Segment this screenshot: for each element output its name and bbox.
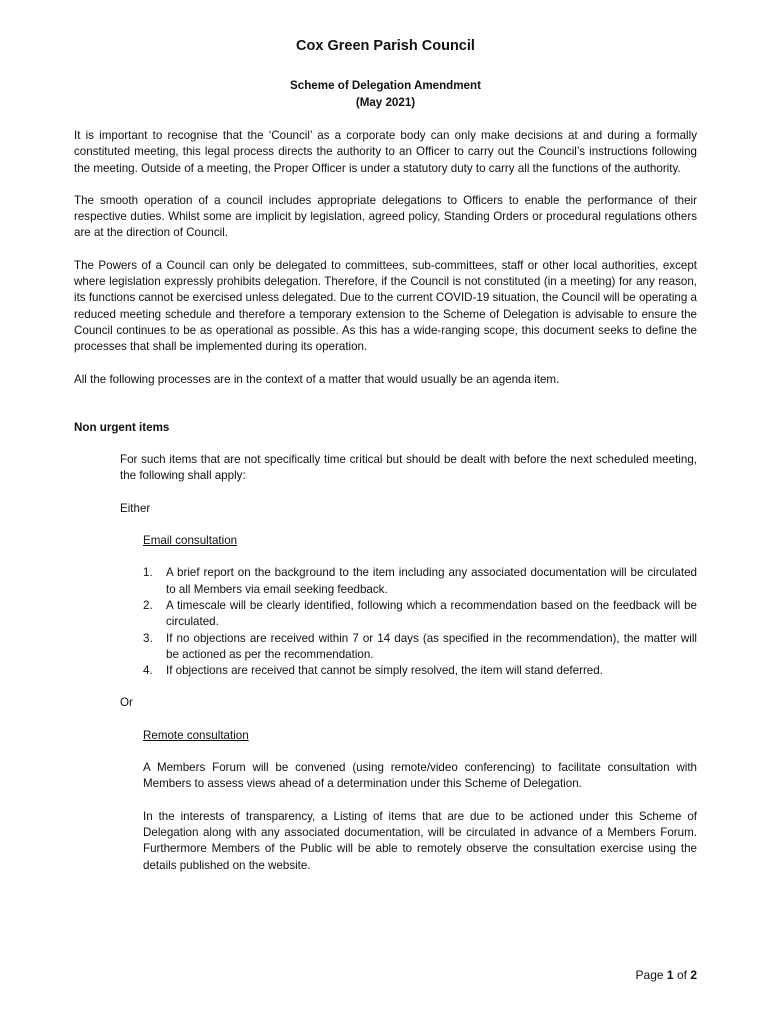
paragraph-powers: The Powers of a Council can only be delegated to committees, sub-committees, staff or other local authorities, except where legislation expressly prohibits delegation. Therefore, if the Council is not constituted (in a meeting) for any reason, its functions cannot be exercised unless delegated. Due to the current COVID-19 situation, the Council will be operating a reduced meeting schedule and therefore a temporary extension to the Scheme of Delegation is advisable to ensure the Council continues to be as operational as possible. As this has a wide-ranging scope, this document seeks to define the processes that shall be implemented during its operation. [74, 258, 697, 354]
remote-consultation-heading: Remote consultation [143, 728, 249, 742]
list-item [143, 565, 697, 598]
list-item [143, 631, 697, 664]
either-label: Either [120, 501, 151, 515]
of-word: of [676, 968, 687, 982]
remote-consultation-paragraph-1: A Members Forum will be convened (using remote/video conferencing) to facilitate consultation with Members to assess views ahead of a determination under this Scheme of Delegation. [143, 761, 697, 791]
list-item-text: If objections are received that cannot be simply resolved, the item will stand deferred. [166, 664, 603, 678]
non-urgent-intro: For such items that are not specifically time critical but should be dealt with before the next scheduled meeting, the following shall apply: [120, 453, 697, 483]
list-item-text: A timescale will be clearly identified, following which a recommendation based on the feedback will be circulated. [166, 598, 697, 629]
document-page [74, 36, 697, 890]
email-consultation-list [143, 565, 697, 679]
current-page-number: 1 [666, 968, 674, 982]
list-item-text: If no objections are received within 7 or 14 days (as specified in the recommendation), the matter will be actioned as per the recommendation. [166, 631, 697, 661]
list-item [143, 598, 697, 631]
list-item-number: 3. [143, 631, 153, 645]
or-label: Or [120, 696, 133, 710]
paragraph-intro: It is important to recognise that the ‘Council’ as a corporate body can only make decisions at and during a formally constituted meeting, this legal process directs the authority to an Officer to carry out the Council’s instructions following the meeting. Outside of a meeting, the Proper Officer is under a statutory duty to carry all the functions of the authority. [74, 129, 697, 175]
list-item-text: A brief report on the background to the item including any associated documentation will be circulated to all Members via email seeking feedback. [166, 566, 697, 596]
remote-consultation-paragraph-2: In the interests of transparency, a Listing of items that are due to be actioned under this Scheme of Delegation along with any associated documentation, will be circulated in advance of a Members Forum. Furthermore Members of the Public will be able to remotely observe the consultation exercise using the details published on the website. [143, 809, 697, 872]
total-page-count: 2 [690, 968, 697, 982]
list-item-number: 2. [143, 598, 153, 612]
document-title: Cox Green Parish Council [296, 38, 475, 54]
page-word: Page [635, 968, 664, 982]
list-item [143, 663, 697, 679]
paragraph-delegations: The smooth operation of a council includes appropriate delegations to Officers to enable the performance of their respective duties. Whilst some are implicit by legislation, agreed policy, Standing Orders or procedural regulations others are at the direction of Council. [74, 193, 697, 240]
section-heading-non-urgent: Non urgent items [74, 420, 170, 434]
subtitle-line-2: (May 2021) [355, 95, 416, 109]
paragraph-context: All the following processes are in the context of a matter that would usually be an agenda item. [74, 372, 560, 386]
list-item-number: 1. [143, 566, 153, 580]
list-item-number: 4. [143, 664, 153, 678]
subtitle-line-1: Scheme of Delegation Amendment [290, 79, 481, 92]
page-number-footer [636, 967, 697, 983]
email-consultation-heading: Email consultation [143, 534, 238, 548]
document-subtitle [74, 78, 697, 111]
